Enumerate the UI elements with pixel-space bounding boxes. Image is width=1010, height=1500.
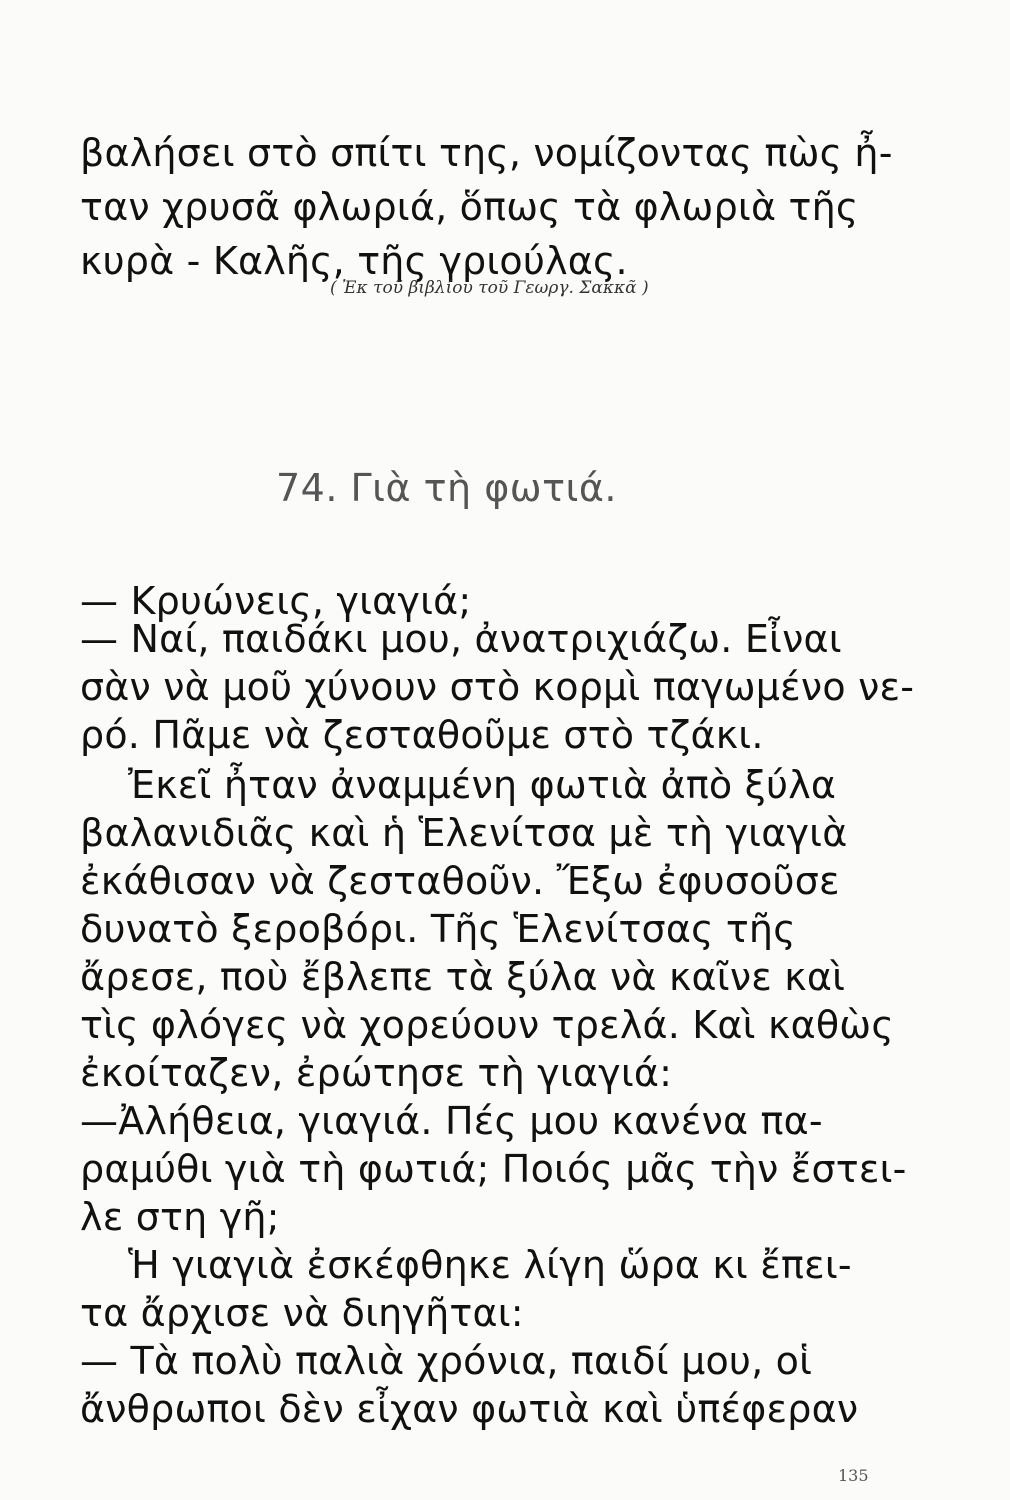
text-line: βαλήσει στὸ σπίτι της, νομίζοντας πὼς ἦ-	[80, 131, 893, 175]
source-citation: ( Ἐκ τοῦ βιβλίου τοῦ Γεωργ. Σακκᾶ )	[330, 278, 649, 298]
text-line: ἄρεσε, ποὺ ἔβλεπε τὰ ξύλα νὰ καῖνε καὶ	[80, 955, 846, 999]
text-line: Ἐκεῖ ἦταν ἀναμμένη φωτιὰ ἀπὸ ξύλα	[128, 763, 837, 807]
text-line: λε στη γῆ;	[80, 1195, 280, 1239]
text-line: — Ναί, παιδάκι μου, ἀνατριχιάζω. Εἶναι	[80, 617, 842, 661]
text-line: Ἡ γιαγιὰ ἐσκέφθηκε λίγη ὥρα κι ἔπει-	[128, 1243, 852, 1287]
text-line: —Ἀλήθεια, γιαγιά. Πές μου κανένα πα-	[80, 1099, 823, 1143]
text-line: ρό. Πᾶμε νὰ ζεσταθοῦμε στὸ τζάκι.	[80, 713, 764, 757]
page-number: 135	[838, 1466, 869, 1485]
text-line: σὰν νὰ μοῦ χύνουν στὸ κορμὶ παγωμένο νε-	[80, 665, 915, 709]
text-line: — Τὰ πολὺ παλιὰ χρόνια, παιδί μου, οἱ	[80, 1339, 813, 1383]
text-line: ἐκοίταζεν, ἐρώτησε τὴ γιαγιά:	[80, 1051, 673, 1095]
text-line: ἐκάθισαν νὰ ζεσταθοῦν. Ἔξω ἐφυσοῦσε	[80, 859, 840, 903]
text-line: βαλανιδιᾶς καὶ ἡ Ἑλενίτσα μὲ τὴ γιαγιὰ	[80, 811, 848, 855]
section-heading: 74. Γιὰ τὴ φωτιά.	[276, 466, 617, 510]
text-line: ἄνθρωποι δὲν εἶχαν φωτιὰ καὶ ὑπέφεραν	[80, 1387, 859, 1431]
text-line: τὶς φλόγες νὰ χορεύουν τρελά. Καὶ καθὼς	[80, 1003, 894, 1047]
text-line: — Κρυώνεις, γιαγιά;	[80, 579, 472, 623]
text-line: ραμύθι γιὰ τὴ φωτιά; Ποιός μᾶς τὴν ἔστει-	[80, 1147, 907, 1191]
text-line: κυρὰ - Καλῆς, τῆς γριούλας.	[80, 239, 628, 283]
text-line: δυνατὸ ξεροβόρι. Τῆς Ἑλενίτσας τῆς	[80, 907, 796, 951]
text-line: ταν χρυσᾶ φλωριά, ὅπως τὰ φλωριὰ τῆς	[80, 185, 859, 229]
text-line: τα ἄρχισε νὰ διηγῆται:	[80, 1291, 524, 1335]
